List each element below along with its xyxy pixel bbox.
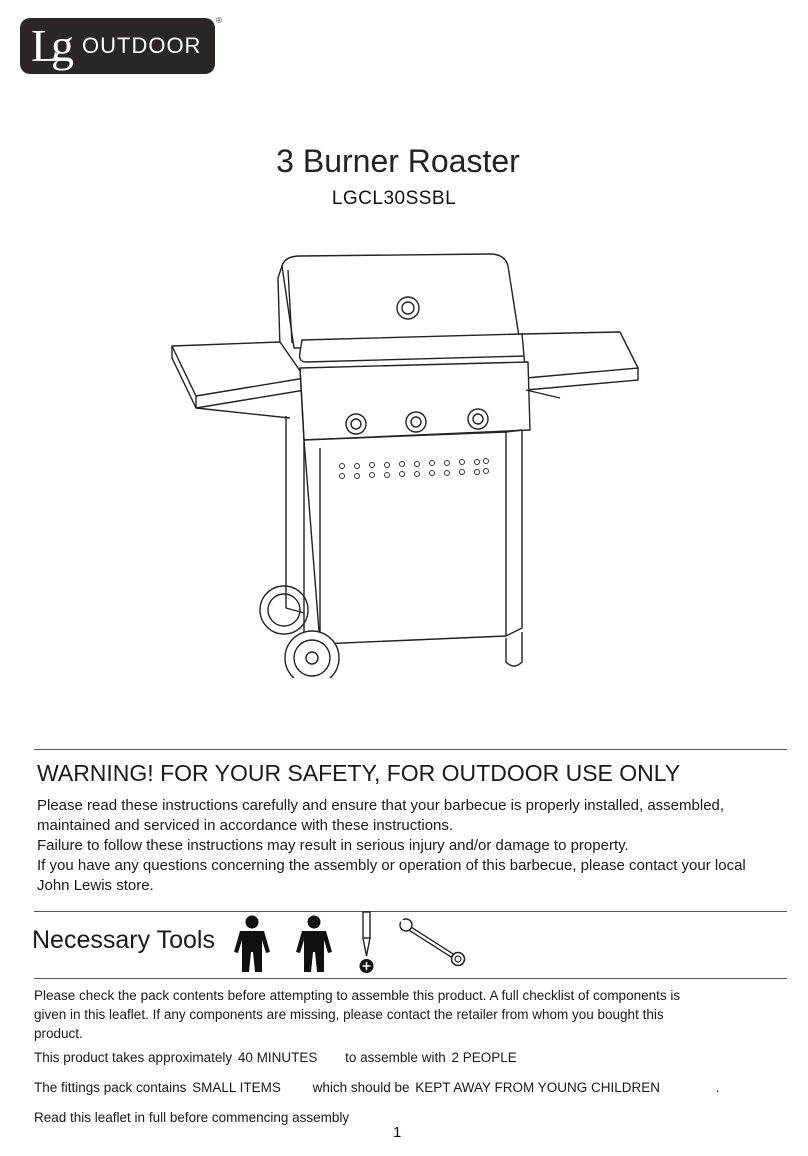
fittings-value: SMALL ITEMS xyxy=(192,1080,281,1095)
person-icon xyxy=(294,914,334,974)
product-model: LGCL30SSBL xyxy=(331,188,457,209)
warning-heading: WARNING! FOR YOUR SAFETY, FOR OUTDOOR USE ONLY xyxy=(37,760,681,786)
section-divider xyxy=(34,749,787,750)
page-number: 1 xyxy=(393,1124,402,1141)
tools-heading: Necessary Tools xyxy=(32,926,215,954)
check-contents-line: Please check the pack contents before attempting to assemble this product. A full checklist of components is xyxy=(34,988,681,1003)
assembly-time-prefix: This product takes approximately xyxy=(34,1050,233,1065)
fittings-prefix: The fittings pack contains xyxy=(34,1080,187,1095)
warning-line: maintained and serviced in accordance with these instructions. xyxy=(37,817,454,834)
registered-mark: ® xyxy=(216,16,222,25)
assembly-time-mid: to assemble with xyxy=(345,1050,446,1065)
logo-monogram-g: g xyxy=(51,20,74,71)
warning-line: Failure to follow these instructions may result in serious injury and/or damage to property. xyxy=(37,837,629,854)
warning-line: Please read these instructions carefully and ensure that your barbecue is properly installed, assembled, xyxy=(37,797,725,814)
fittings-end: . xyxy=(715,1080,720,1095)
assembly-people-value: 2 PEOPLE xyxy=(451,1050,517,1065)
barbecue-illustration xyxy=(160,248,650,678)
fittings-line xyxy=(34,1078,794,1097)
logo-monogram-l: L xyxy=(31,20,54,71)
person-icon xyxy=(232,914,272,974)
fittings-warning: KEPT AWAY FROM YOUNG CHILDREN xyxy=(415,1080,661,1095)
phillips-screwdriver-icon xyxy=(355,910,379,976)
fittings-mid: which should be xyxy=(312,1080,410,1095)
check-contents-line: given in this leaflet. If any components are missing, please contact the retailer from whom you bought this xyxy=(34,1007,664,1022)
brand-logo xyxy=(20,18,215,74)
section-divider xyxy=(34,978,787,979)
warning-line: John Lewis store. xyxy=(37,877,154,894)
logo-wordmark: OUTDOOR xyxy=(82,33,202,58)
read-leaflet-line: Read this leaflet in full before commencing assembly xyxy=(34,1110,350,1125)
warning-line: If you have any questions concerning the assembly or operation of this barbecue, please contact your local xyxy=(37,857,746,874)
assembly-time-value: 40 MINUTES xyxy=(237,1050,318,1065)
product-title: 3 Burner Roaster xyxy=(276,143,520,179)
check-contents-line: product. xyxy=(34,1026,83,1041)
spanner-icon xyxy=(398,918,468,968)
assembly-time-line xyxy=(34,1048,754,1067)
section-divider xyxy=(34,911,787,912)
